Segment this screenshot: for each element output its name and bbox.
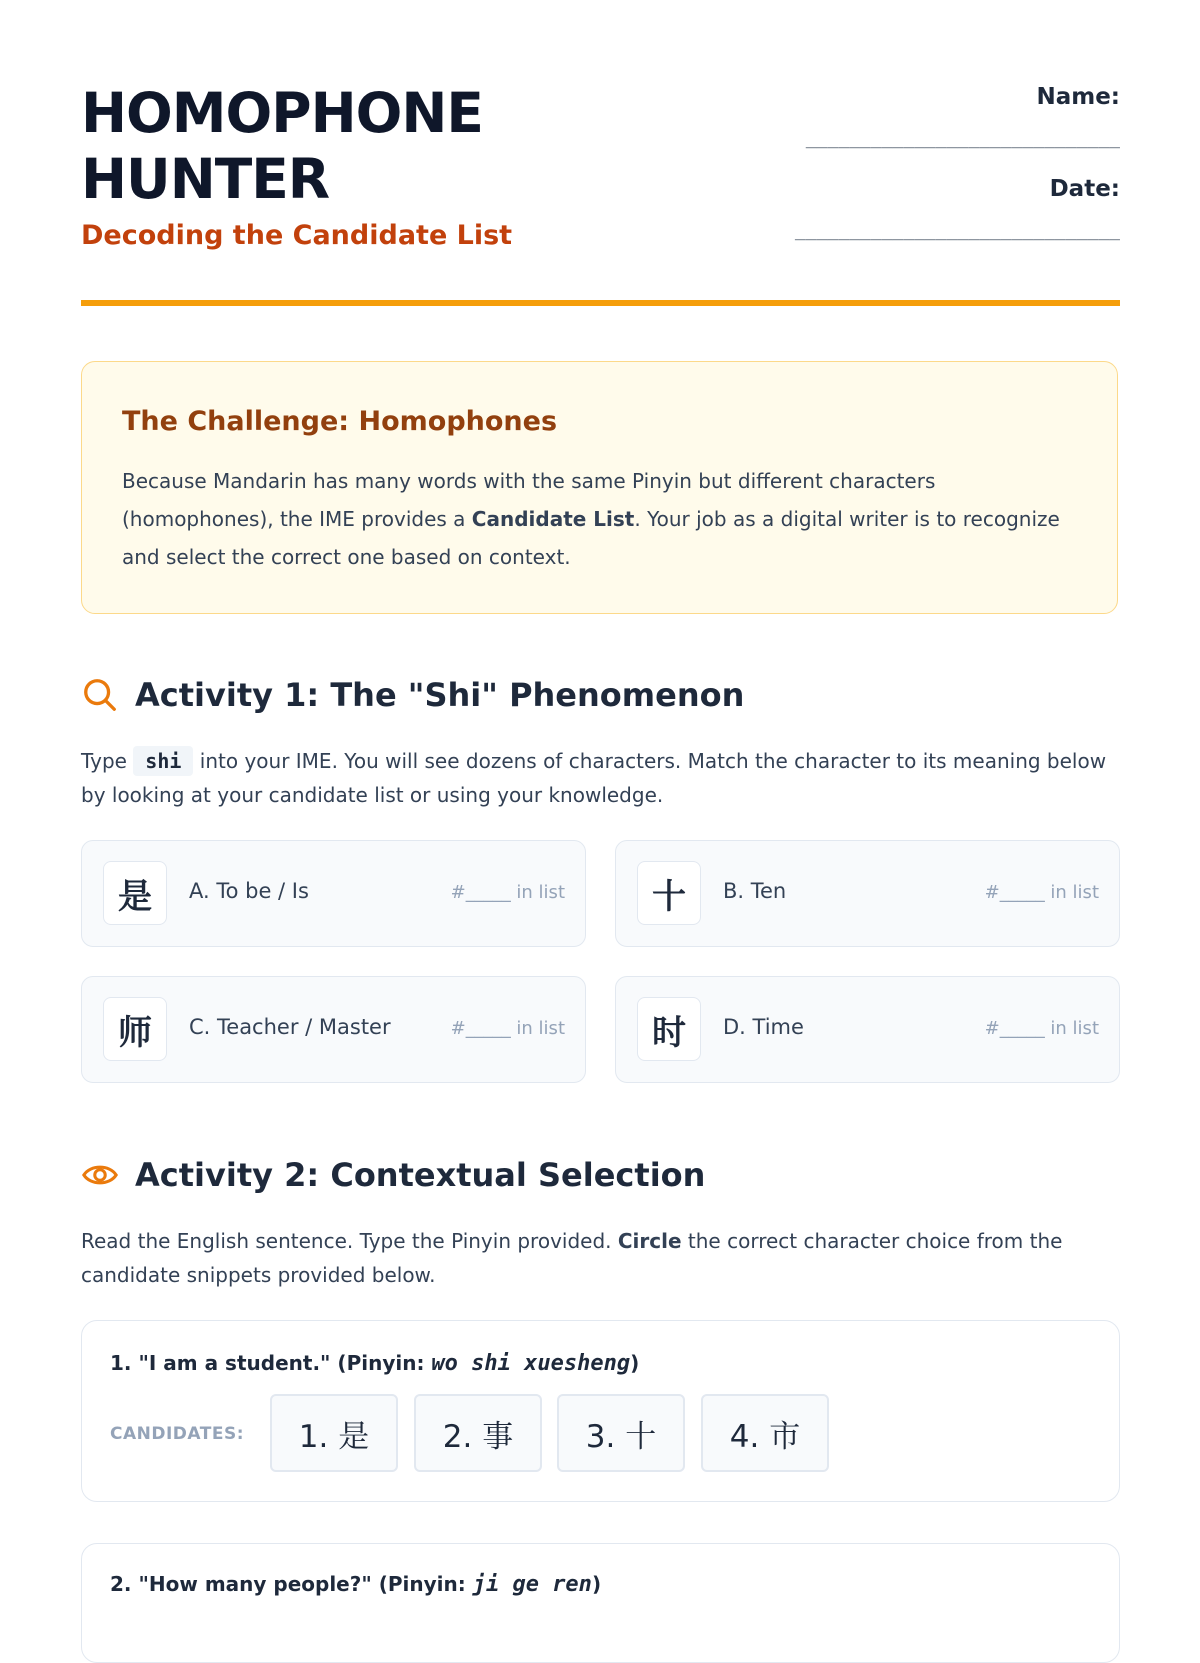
- challenge-text: [122, 462, 1082, 576]
- question-prompt: [110, 1572, 601, 1597]
- challenge-text-bold: Candidate List: [471, 507, 635, 531]
- candidate-option[interactable]: 1. 是: [270, 1394, 398, 1472]
- candidate-option[interactable]: 4. 市: [701, 1394, 829, 1472]
- match-meaning: C. Teacher / Master: [189, 1015, 391, 1039]
- challenge-box: [81, 361, 1118, 614]
- page-subtitle: Decoding the Candidate List: [81, 220, 513, 251]
- match-meaning: D. Time: [723, 1015, 804, 1039]
- eye-icon: [81, 1156, 119, 1194]
- activity1-intro: [81, 744, 1121, 812]
- match-char: 十: [637, 861, 701, 925]
- search-icon: [81, 676, 119, 714]
- candidate-option[interactable]: 2. 事: [414, 1394, 542, 1472]
- pinyin-text: wo shi xuesheng: [431, 1351, 631, 1376]
- intro-text: into your IME. You will see dozens of characters. Match the character to its meaning below by looking at your candidate list or using your knowledge.: [81, 749, 1107, 807]
- match-card-c: [81, 976, 586, 1083]
- intro-text: Type: [81, 749, 134, 773]
- activity2-title: Activity 2: Contextual Selection: [135, 1156, 706, 1194]
- intro-text: Read the English sentence. Type the Pinyin provided.: [81, 1229, 618, 1253]
- candidate-option[interactable]: 3. 十: [557, 1394, 685, 1472]
- pinyin-text: ji ge ren: [472, 1572, 592, 1597]
- activity1-title: Activity 1: The "Shi" Phenomenon: [135, 676, 745, 714]
- match-char: 师: [103, 997, 167, 1061]
- intro-bold: Circle: [617, 1229, 682, 1253]
- prompt-text: 2. "How many people?" (Pinyin:: [110, 1572, 473, 1596]
- activity2-heading: [81, 1156, 705, 1194]
- question-card-2: [81, 1543, 1120, 1663]
- header-divider: [81, 300, 1120, 306]
- date-label: Date:: [1049, 176, 1120, 202]
- name-blank[interactable]: _____________________________: [805, 128, 1120, 149]
- match-card-d: [615, 976, 1120, 1083]
- match-char: 是: [103, 861, 167, 925]
- challenge-title: The Challenge: Homophones: [122, 406, 558, 437]
- list-position-blank[interactable]: #_____ in list: [450, 882, 565, 903]
- candidates-label: CANDIDATES:: [110, 1424, 244, 1444]
- question-card-1: [81, 1320, 1120, 1502]
- prompt-close: ): [591, 1572, 602, 1596]
- match-card-b: [615, 840, 1120, 947]
- question-prompt: [110, 1351, 639, 1376]
- shi-code: shi: [133, 746, 193, 776]
- match-char: 时: [637, 997, 701, 1061]
- challenge-text-part: . Your job as a digital writer is to recognize and select the correct one based on context.: [122, 507, 1060, 569]
- date-blank[interactable]: ______________________________: [794, 220, 1120, 241]
- name-label: Name:: [1036, 84, 1120, 110]
- prompt-text: 1. "I am a student." (Pinyin:: [110, 1351, 432, 1375]
- match-meaning: B. Ten: [723, 879, 787, 903]
- activity1-heading: [81, 676, 744, 714]
- list-position-blank[interactable]: #_____ in list: [450, 1018, 565, 1039]
- challenge-text-part: Because Mandarin has many words with the same Pinyin but different characters (homophones), the IME provides a: [122, 469, 936, 531]
- list-position-blank[interactable]: #_____ in list: [984, 882, 1099, 903]
- list-position-blank[interactable]: #_____ in list: [984, 1018, 1099, 1039]
- intro-text: the correct character choice from the candidate snippets provided below.: [81, 1229, 1063, 1287]
- match-card-a: [81, 840, 586, 947]
- prompt-close: ): [630, 1351, 640, 1375]
- activity2-intro: [81, 1224, 1121, 1292]
- page-title: HOMOPHONE HUNTER: [81, 81, 483, 211]
- match-meaning: A. To be / Is: [189, 879, 309, 903]
